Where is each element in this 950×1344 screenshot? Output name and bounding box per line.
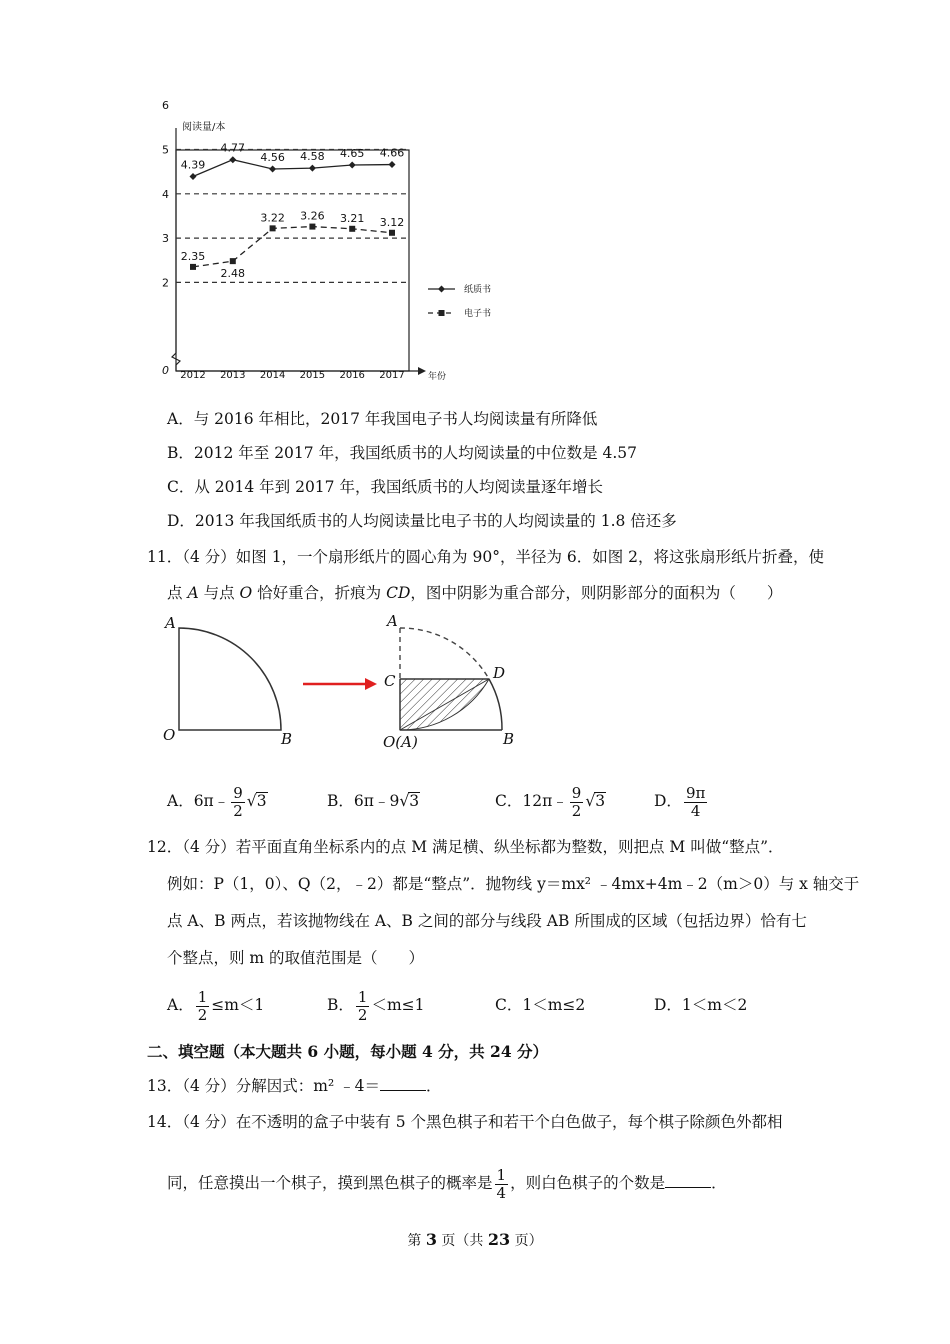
- fig1-label-b: B: [281, 730, 293, 748]
- q12-stem-line2: 例如：P（1，0）、Q（2，﹣2）都是“整点”．抛物线 y＝mx² ﹣4mx+4m﹣2（m＞0）与 x 轴交于: [167, 875, 860, 893]
- q11-option-d: D． $\frac{9\pi}{4}$: [654, 783, 706, 820]
- fig1-label-a: A: [165, 614, 176, 632]
- fig2-arc-db: [489, 679, 502, 730]
- section-heading: 二、填空题（本大题共 6 小题，每小题 4 分，共 24 分）: [147, 1042, 549, 1061]
- legend-label-ebook: 电子书: [464, 309, 492, 319]
- q11-figure: [155, 608, 535, 753]
- q10-option-c: C．从 2014 年到 2017 年，我国纸质书的人均阅读量逐年增长: [167, 478, 603, 496]
- plot-frame: [176, 150, 409, 371]
- data-point-paper: [389, 161, 396, 168]
- fig2-label-a: A: [387, 612, 398, 630]
- data-label: 4.39: [180, 158, 206, 172]
- data-label: 4.66: [379, 146, 405, 160]
- series-line-paper: [193, 160, 392, 177]
- q13-answer-blank[interactable]: [380, 1076, 426, 1091]
- q14-stem-line1: 14．（4 分）在不透明的盒子中装有 5 个黑色棋子和若干个白色做子，每个棋子除颜色外都相: [147, 1113, 783, 1131]
- x-tick-label: 2014: [259, 370, 286, 381]
- q14-answer-blank[interactable]: [665, 1173, 711, 1188]
- data-point-paper: [309, 165, 316, 172]
- data-point-ebook: [389, 230, 395, 236]
- q12-option-c: C．1＜m≤2: [495, 996, 586, 1014]
- q12-option-b: B． $\frac{1}{2}$ ＜m≤1: [327, 987, 425, 1024]
- data-label: 3.22: [260, 211, 285, 225]
- x-axis-label: 年份: [428, 372, 447, 382]
- q10-option-d: D．2013 年我国纸质书的人均阅读量比电子书的人均阅读量的 1.8 倍还多: [167, 512, 677, 530]
- data-label: 4.77: [220, 141, 246, 155]
- fig2-label-d: D: [493, 664, 506, 682]
- y-tick-label: 4: [162, 187, 169, 201]
- q12-stem-line4: 个整点，则 m 的取值范围是（ ）: [167, 949, 425, 967]
- data-label: 3.21: [339, 211, 365, 225]
- q10-option-a: A．与 2016 年相比，2017 年我国电子书人均阅读量有所降低: [167, 410, 598, 428]
- q13: 13．（4 分）分解因式：m² ﹣4＝ ．: [147, 1077, 442, 1095]
- data-label: 4.58: [300, 150, 325, 164]
- q11-option-b: B．6π﹣9√3: [327, 792, 420, 810]
- x-tick-label: 2016: [339, 370, 365, 381]
- data-point-ebook: [270, 225, 276, 231]
- q11-stem-line1: 11．（4 分）如图 1，一个扇形纸片的圆心角为 90°，半径为 6．如图 2，将这张扇形纸片折叠，使: [147, 548, 825, 566]
- y-tick-label: 5: [162, 143, 169, 157]
- data-point-paper: [229, 156, 236, 163]
- data-label: 3.12: [379, 215, 405, 229]
- data-point-ebook: [309, 224, 315, 230]
- x-tick-label: 2017: [379, 370, 405, 381]
- data-point-paper: [190, 173, 197, 180]
- x-axis-arrow: [418, 367, 426, 375]
- q12-option-a: A． $\frac{1}{2}$ ≤m＜1: [167, 987, 265, 1024]
- fig2-label-b: B: [503, 730, 515, 748]
- y-tick-label: 3: [162, 232, 169, 246]
- q12-stem-line1: 12．（4 分）若平面直角坐标系内的点 M 满足横、纵坐标都为整数，则把点 M 叫做“整点”．: [147, 838, 784, 856]
- data-label: 4.56: [260, 150, 285, 164]
- data-label: 4.65: [339, 147, 365, 161]
- fig2-dashed-arc: [400, 628, 489, 679]
- q11-option-a: A．6π﹣ $\frac{9}{2}$ √3: [167, 783, 267, 820]
- legend-marker-ebook: [439, 310, 445, 316]
- data-label: 3.26: [300, 209, 325, 223]
- data-label: 2.48: [220, 267, 246, 281]
- q12-stem-line3: 点 A、B 两点，若该抛物线在 A、B 之间的部分与线段 AB 所围成的区域（包括边界）恰有七: [167, 912, 807, 930]
- q11-stem-line2: 点 A 与点 O 恰好重合，折痕为 CD，图中阴影为重合部分，则阴影部分的面积为（ ）: [167, 584, 783, 602]
- x-tick-label: 2015: [299, 370, 326, 381]
- fig1-sector: [179, 628, 281, 730]
- reading-chart: [150, 99, 520, 390]
- data-point-ebook: [190, 264, 196, 270]
- y-tick-label: 2: [162, 276, 169, 290]
- fig2-label-oa: O(A): [383, 733, 418, 751]
- data-point-ebook: [349, 226, 355, 232]
- data-point-paper: [269, 165, 276, 172]
- x-tick-label: 2013: [220, 370, 246, 381]
- q14-stem-line2: 同，任意摸出一个棋子，摸到黑色棋子的概率是 $\frac{1}{4}$ ，则白色棋子的个数是 ．: [167, 1165, 727, 1202]
- data-label: 2.35: [180, 249, 206, 263]
- legend-marker-paper: [438, 286, 445, 293]
- q10-option-b: B．2012 年至 2017 年，我国纸质书的人均阅读量的中位数是 4.57: [167, 444, 638, 462]
- page-footer: 第 3 页（共 23 页）: [407, 1230, 543, 1249]
- fig2-label-c: C: [384, 672, 396, 690]
- data-point-paper: [349, 162, 356, 169]
- red-arrow-head: [365, 678, 377, 690]
- y-axis-label: 阅读量/本: [182, 122, 226, 133]
- x-tick-label: 2012: [180, 370, 206, 381]
- y-tick-label: 0: [162, 364, 169, 377]
- series-line-ebook: [193, 227, 392, 267]
- q11-option-c: C．12π﹣ $\frac{9}{2}$ √3: [495, 783, 606, 820]
- q12-option-d: D．1＜m＜2: [654, 996, 748, 1014]
- data-point-ebook: [230, 258, 236, 264]
- legend-label-paper: 纸质书: [464, 285, 492, 295]
- y-tick-label: 6: [162, 99, 169, 113]
- fig1-label-o: O: [163, 726, 176, 744]
